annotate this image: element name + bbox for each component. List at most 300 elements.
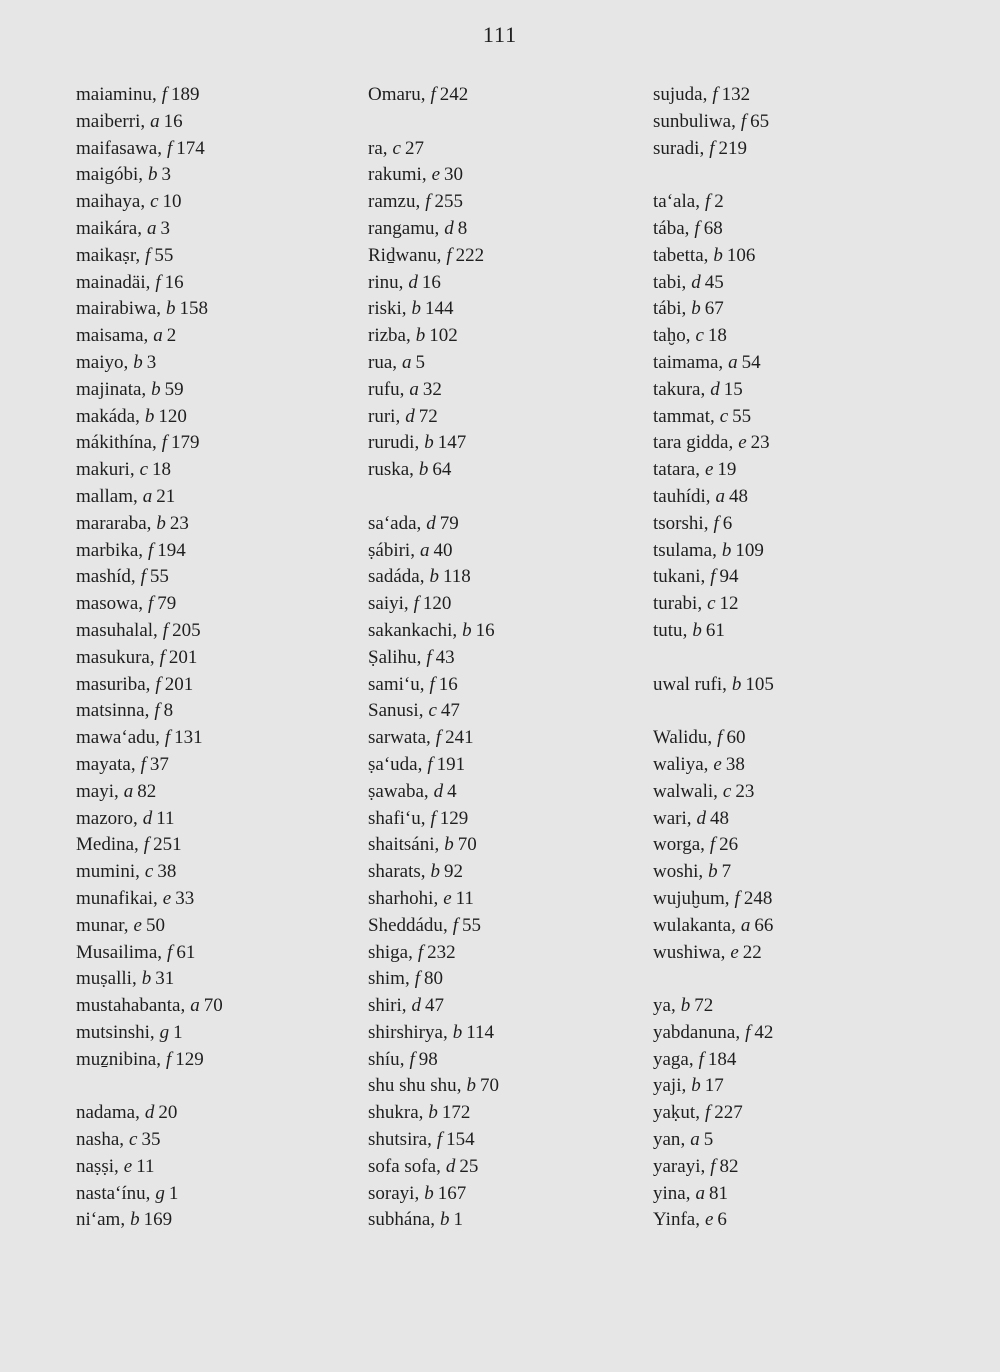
index-entry: maihaya, c 10	[76, 191, 182, 213]
index-entry: sharats, b 92	[368, 861, 464, 883]
index-entry: masuriba, f 201	[76, 673, 194, 695]
entry-number: 65	[750, 110, 770, 132]
entry-number: 184	[707, 1048, 737, 1070]
entry-number: 1	[173, 1021, 183, 1043]
index-entry: wari, d 48	[653, 807, 730, 829]
index-entry: masuhalal, f 205	[76, 619, 201, 641]
entry-word: tába	[653, 217, 685, 239]
entry-word: ṣa‘uda	[368, 753, 418, 775]
entry-number: 55	[732, 405, 752, 427]
index-entry: yan, a 5	[653, 1129, 714, 1151]
section-gap	[368, 484, 499, 511]
entry-number: 169	[143, 1209, 173, 1231]
index-entry: rizba, b 102	[368, 325, 458, 347]
entry-word: wari	[653, 807, 687, 829]
index-entry: shiri, d 47	[368, 995, 445, 1017]
index-entry: wulakanta, a 66	[653, 914, 774, 936]
entry-number: 47	[425, 995, 445, 1017]
entry-section-letter: d	[144, 1102, 155, 1124]
entry-section-letter: b	[731, 673, 742, 695]
index-entry: mararaba, b 23	[76, 512, 189, 534]
entry-section-letter: f	[713, 512, 719, 534]
index-entry: matsinna, f 8	[76, 700, 174, 722]
entry-word: sorayi	[368, 1182, 415, 1204]
index-entry: Ṣalihu, f 43	[368, 646, 455, 668]
entry-section-letter: c	[695, 325, 704, 347]
index-entry: maiberri, a 16	[76, 110, 183, 132]
index-entry: tába, f 68	[653, 217, 723, 239]
index-entry: Musailima, f 61	[76, 941, 196, 963]
entry-number: 201	[164, 673, 194, 695]
entry-word: munafikai	[76, 887, 154, 909]
entry-number: 120	[158, 405, 187, 427]
entry-word: Sanusi	[368, 700, 419, 722]
entry-number: 25	[459, 1155, 479, 1177]
entry-number: 98	[418, 1048, 438, 1070]
index-entry: Medina, f 251	[76, 834, 182, 856]
entry-word: sharhohi	[368, 887, 434, 909]
entry-number: 189	[171, 84, 200, 105]
entry-word: sakankachi	[368, 619, 453, 641]
entry-section-letter: f	[712, 84, 718, 105]
index-entry: marbika, f 194	[76, 539, 186, 561]
entry-section-letter: c	[428, 700, 437, 722]
entry-section-letter: e	[162, 887, 172, 909]
entry-word: saiyi	[368, 593, 404, 615]
index-entry: Yinfa, e 6	[653, 1209, 727, 1231]
entry-number: 45	[704, 271, 724, 293]
index-entry: sakankachi, b 16	[368, 619, 495, 641]
index-entry: saiyi, f 120	[368, 593, 452, 615]
entry-word: mazoro	[76, 807, 133, 829]
entry-section-letter: g	[159, 1021, 170, 1043]
index-column-2	[368, 82, 499, 1234]
entry-section-letter: b	[130, 1209, 140, 1231]
index-entry: ya, b 72	[653, 995, 714, 1017]
entry-number: 191	[436, 753, 466, 775]
entry-word: yaga	[653, 1048, 689, 1070]
entry-number: 109	[735, 539, 764, 561]
entry-section-letter: a	[409, 378, 419, 400]
entry-number: 102	[429, 325, 458, 347]
entry-section-letter: e	[443, 887, 452, 909]
entry-number: 120	[422, 593, 452, 615]
entry-word: sunbuliwa	[653, 110, 732, 132]
index-entry: mumini, c 38	[76, 861, 177, 883]
entry-section-letter: e	[738, 432, 747, 454]
index-entry: yina, a 81	[653, 1182, 728, 1204]
entry-section-letter: f	[155, 673, 161, 695]
entry-section-letter: b	[141, 968, 152, 990]
entry-section-letter: f	[734, 887, 740, 909]
index-entry: shim, f 80	[368, 968, 443, 990]
entry-word: suradi	[653, 137, 700, 159]
entry-number: 82	[137, 780, 157, 802]
entry-number: 64	[432, 459, 452, 481]
entry-section-letter: f	[446, 244, 452, 266]
index-entry: tábi, b 67	[653, 298, 724, 320]
section-gap	[368, 109, 499, 136]
entry-word: shutsira	[368, 1129, 428, 1151]
entry-section-letter: a	[740, 914, 751, 936]
entry-word: maiaminu	[76, 84, 152, 105]
index-entry: naṣṣi, e 11	[76, 1155, 155, 1177]
entry-word: mararaba	[76, 512, 147, 534]
entry-word: shiga	[368, 941, 409, 963]
entry-word: tammat	[653, 405, 710, 427]
entry-number: 22	[742, 941, 762, 963]
entry-word: rurudi	[368, 432, 415, 454]
entry-word: mayi	[76, 780, 114, 802]
index-entry: maiyo, b 3	[76, 351, 157, 373]
entry-word: yaḳut	[653, 1102, 696, 1124]
entry-section-letter: f	[694, 217, 700, 239]
entry-word: tábi	[653, 298, 682, 320]
index-entry: nadama, d 20	[76, 1102, 178, 1124]
index-entry: munafikai, e 33	[76, 887, 195, 909]
entry-section-letter: b	[691, 298, 701, 320]
entry-section-letter: b	[428, 1102, 438, 1124]
entry-number: 23	[169, 512, 189, 534]
entry-word: mákithína	[76, 432, 152, 454]
entry-section-letter: f	[435, 727, 442, 749]
entry-section-letter: b	[444, 834, 454, 856]
index-entry: maiaminu, f 189	[76, 84, 200, 105]
entry-number: 67	[704, 298, 724, 320]
entry-word: maikaṣr	[76, 244, 136, 266]
entry-word: rangamu	[368, 217, 435, 239]
entry-number: 92	[444, 861, 464, 883]
entry-number: 131	[174, 727, 203, 749]
entry-number: 16	[438, 673, 458, 695]
entry-number: 26	[719, 834, 739, 856]
entry-number: 227	[714, 1102, 743, 1124]
entry-word: sharats	[368, 861, 421, 883]
entry-number: 16	[163, 110, 183, 132]
entry-number: 16	[164, 271, 184, 293]
entry-word: subhána	[368, 1209, 431, 1231]
entry-section-letter: f	[430, 84, 436, 105]
entry-word: masukura	[76, 646, 150, 668]
entry-number: 94	[719, 566, 739, 588]
index-entry: munar, e 50	[76, 914, 165, 936]
entry-word: shukra	[368, 1102, 419, 1124]
entry-section-letter: f	[698, 1048, 704, 1070]
entry-number: 31	[155, 968, 175, 990]
index-entry: riski, b 144	[368, 298, 454, 320]
index-entry: makuri, c 18	[76, 459, 172, 481]
entry-number: 17	[704, 1075, 724, 1097]
entry-number: 37	[149, 753, 169, 775]
entry-word: muẕnibina	[76, 1048, 157, 1070]
index-entry: waliya, e 38	[653, 753, 745, 775]
entry-number: 70	[203, 995, 223, 1017]
section-gap	[653, 162, 774, 189]
entry-number: 35	[141, 1129, 161, 1151]
index-entry: sa‘ada, d 79	[368, 512, 459, 534]
entry-number: 132	[721, 84, 751, 105]
index-entry: masowa, f 79	[76, 593, 177, 615]
entry-section-letter: f	[161, 84, 168, 105]
entry-section-letter: d	[426, 512, 436, 534]
entry-number: 251	[153, 834, 182, 856]
entry-word: sadáda	[368, 566, 420, 588]
entry-number: 11	[136, 1155, 155, 1177]
entry-number: 50	[145, 914, 165, 936]
entry-section-letter: b	[721, 539, 732, 561]
entry-section-letter: c	[392, 137, 401, 159]
entry-section-letter: f	[159, 646, 165, 668]
entry-section-letter: e	[704, 459, 714, 481]
entry-word: mashíd	[76, 566, 131, 588]
entry-word: tauhídi	[653, 485, 706, 507]
entry-number: 1	[168, 1182, 179, 1204]
entry-section-letter: f	[417, 941, 424, 963]
entry-section-letter: d	[710, 378, 720, 400]
entry-section-letter: b	[692, 619, 702, 641]
entry-word: taḫo	[653, 325, 686, 347]
entry-word: masuhalal	[76, 619, 154, 641]
entry-section-letter: a	[142, 485, 153, 507]
entry-word: sami‘u	[368, 673, 420, 695]
entry-number: 11	[156, 807, 175, 829]
entry-word: yan	[653, 1129, 681, 1151]
entry-section-letter: e	[123, 1155, 133, 1177]
entry-section-letter: d	[405, 405, 415, 427]
index-entry: ramzu, f 255	[368, 191, 464, 213]
entry-section-letter: d	[433, 780, 444, 802]
entry-word: Yinfa	[653, 1209, 696, 1231]
index-entry: nasha, c 35	[76, 1129, 161, 1151]
index-entry: rua, a 5	[368, 351, 426, 373]
entry-number: 255	[434, 191, 464, 213]
index-entry: Omaru, f 242	[368, 84, 469, 105]
entry-number: 205	[172, 619, 201, 641]
entry-section-letter: a	[150, 110, 160, 132]
entry-word: rakumi	[368, 164, 422, 186]
entry-section-letter: b	[440, 1209, 450, 1231]
index-entry: ṣa‘uda, f 191	[368, 753, 466, 775]
entry-number: 167	[437, 1182, 467, 1204]
entry-section-letter: f	[745, 1021, 751, 1043]
entry-section-letter: c	[719, 405, 729, 427]
entry-number: 3	[160, 217, 170, 239]
entry-word: ramzu	[368, 191, 416, 213]
entry-word: wulakanta	[653, 914, 732, 936]
entry-number: 5	[703, 1129, 714, 1151]
entry-section-letter: b	[156, 512, 166, 534]
entry-word: ṣawaba	[368, 780, 424, 802]
entry-word: woshi	[653, 861, 699, 883]
index-entry: shafi‘u, f 129	[368, 807, 469, 829]
entry-section-letter: f	[429, 673, 435, 695]
entry-section-letter: c	[722, 780, 732, 802]
index-entry: ruri, d 72	[368, 405, 438, 427]
entry-section-letter: f	[143, 834, 150, 856]
index-entry: rakumi, e 30	[368, 164, 464, 186]
index-entry: taḫo, c 18	[653, 325, 727, 347]
entry-section-letter: a	[153, 325, 163, 347]
entry-word: mayata	[76, 753, 131, 775]
entry-word: ra	[368, 137, 383, 159]
index-entry: sadáda, b 118	[368, 566, 471, 588]
entry-number: 55	[461, 914, 481, 936]
entry-word: sujuda	[653, 84, 703, 105]
entry-section-letter: b	[429, 566, 439, 588]
entry-number: 42	[754, 1021, 774, 1043]
index-entry: shu shu shu, b 70	[368, 1075, 499, 1097]
entry-section-letter: f	[140, 753, 146, 775]
entry-word: Riḏwanu	[368, 244, 437, 266]
entry-word: ruri	[368, 405, 396, 427]
entry-section-letter: b	[411, 298, 422, 320]
entry-section-letter: f	[166, 137, 173, 159]
entry-word: Sheddádu	[368, 914, 443, 936]
entry-section-letter: b	[462, 619, 472, 641]
index-entry: ni‘am, b 169	[76, 1209, 173, 1231]
entry-word: Musailima	[76, 941, 158, 963]
entry-word: maiberri	[76, 110, 141, 132]
entry-word: takura	[653, 378, 701, 400]
entry-word: tabetta	[653, 244, 704, 266]
index-entry: shirshirya, b 114	[368, 1021, 494, 1043]
entry-section-letter: f	[717, 727, 723, 749]
entry-number: 38	[725, 753, 745, 775]
entry-number: 43	[435, 646, 455, 668]
entry-word: shiri	[368, 995, 402, 1017]
entry-section-letter: f	[704, 191, 711, 213]
entry-section-letter: d	[696, 807, 707, 829]
entry-word: mairabiwa	[76, 298, 157, 320]
index-entry: yaga, f 184	[653, 1048, 737, 1070]
entry-number: 55	[154, 244, 174, 266]
entry-number: 248	[743, 887, 773, 909]
page-number: 111	[482, 22, 518, 47]
entry-section-letter: f	[710, 1155, 716, 1177]
entry-number: 12	[719, 593, 739, 615]
entry-number: 48	[710, 807, 730, 829]
index-entry: tukani, f 94	[653, 566, 739, 588]
entry-word: riski	[368, 298, 402, 320]
entry-word: maikára	[76, 217, 138, 239]
entry-number: 154	[446, 1129, 475, 1151]
entry-section-letter: f	[145, 244, 151, 266]
index-entry: shíu, f 98	[368, 1048, 438, 1070]
entry-word: sa‘ada	[368, 512, 417, 534]
entry-number: 23	[750, 432, 770, 454]
entry-word: nasha	[76, 1129, 120, 1151]
entry-section-letter: b	[713, 244, 723, 266]
index-entry: yaji, b 17	[653, 1075, 724, 1097]
entry-number: 70	[457, 834, 477, 856]
index-entry: sami‘u, f 16	[368, 673, 458, 695]
entry-section-letter: a	[715, 485, 726, 507]
entry-section-letter: b	[144, 405, 155, 427]
index-entry: wujuḫum, f 248	[653, 887, 773, 909]
index-entry: sarwata, f 241	[368, 727, 474, 749]
entry-number: 174	[176, 137, 205, 159]
entry-number: 40	[433, 539, 453, 561]
entry-section-letter: f	[148, 539, 154, 561]
entry-word: tukani	[653, 566, 701, 588]
entry-word: ta‘ala	[653, 191, 696, 213]
entry-number: 2	[166, 325, 177, 347]
index-entry: maifasawa, f 174	[76, 137, 205, 159]
entry-number: 10	[162, 191, 182, 213]
entry-number: 6	[717, 1209, 727, 1231]
entry-word: nadama	[76, 1102, 136, 1124]
entry-word: waliya	[653, 753, 704, 775]
index-entry: tammat, c 55	[653, 405, 752, 427]
entry-number: 61	[705, 619, 725, 641]
index-entry: mayi, a 82	[76, 780, 157, 802]
index-entry: wushiwa, e 22	[653, 941, 762, 963]
index-entry: mairabiwa, b 158	[76, 298, 208, 320]
index-entry: mashíd, f 55	[76, 566, 169, 588]
entry-word: Walidu	[653, 727, 708, 749]
entry-number: 172	[441, 1102, 471, 1124]
index-entry: shiga, f 232	[368, 941, 456, 963]
index-entry: tara gidda, e 23	[653, 432, 770, 454]
index-entry: tsulama, b 109	[653, 539, 764, 561]
index-entry: makáda, b 120	[76, 405, 187, 427]
entry-word: tabi	[653, 271, 682, 293]
entry-section-letter: b	[430, 861, 441, 883]
entry-number: 59	[164, 378, 184, 400]
entry-number: 68	[703, 217, 723, 239]
entry-section-letter: d	[411, 995, 422, 1017]
entry-number: 2	[714, 191, 724, 213]
entry-section-letter: d	[142, 807, 153, 829]
index-entry: taimama, a 54	[653, 351, 761, 373]
entry-number: 8	[457, 217, 468, 239]
entry-section-letter: a	[690, 1129, 700, 1151]
entry-section-letter: f	[709, 834, 716, 856]
index-entry: sharhohi, e 11	[368, 887, 474, 909]
entry-section-letter: a	[402, 351, 412, 373]
section-gap	[653, 698, 774, 725]
entry-word: mutsinshi	[76, 1021, 150, 1043]
entry-word: shim	[368, 968, 405, 990]
index-entry: Riḏwanu, f 222	[368, 244, 485, 266]
index-entry: Sanusi, c 47	[368, 700, 460, 722]
entry-number: 232	[427, 941, 456, 963]
entry-section-letter: c	[707, 593, 716, 615]
entry-section-letter: f	[167, 941, 173, 963]
entry-word: tsorshi	[653, 512, 704, 534]
entry-section-letter: f	[452, 914, 458, 936]
entry-section-letter: b	[466, 1075, 476, 1097]
entry-section-letter: a	[146, 217, 157, 239]
entry-number: 72	[694, 995, 714, 1017]
entry-section-letter: f	[414, 968, 420, 990]
entry-section-letter: a	[695, 1182, 705, 1204]
entry-section-letter: c	[139, 459, 149, 481]
index-entry: rufu, a 32	[368, 378, 442, 400]
entry-word: turabi	[653, 593, 698, 615]
entry-word: Medina	[76, 834, 135, 856]
entry-word: tsulama	[653, 539, 713, 561]
entry-number: 19	[717, 459, 737, 481]
index-entry: rinu, d 16	[368, 271, 441, 293]
entry-number: 129	[439, 807, 469, 829]
entry-number: 114	[466, 1021, 494, 1043]
entry-section-letter: d	[444, 217, 454, 239]
entry-number: 30	[444, 164, 464, 186]
entry-word: maifasawa	[76, 137, 158, 159]
index-entry: worga, f 26	[653, 834, 739, 856]
entry-word: masuriba	[76, 673, 146, 695]
